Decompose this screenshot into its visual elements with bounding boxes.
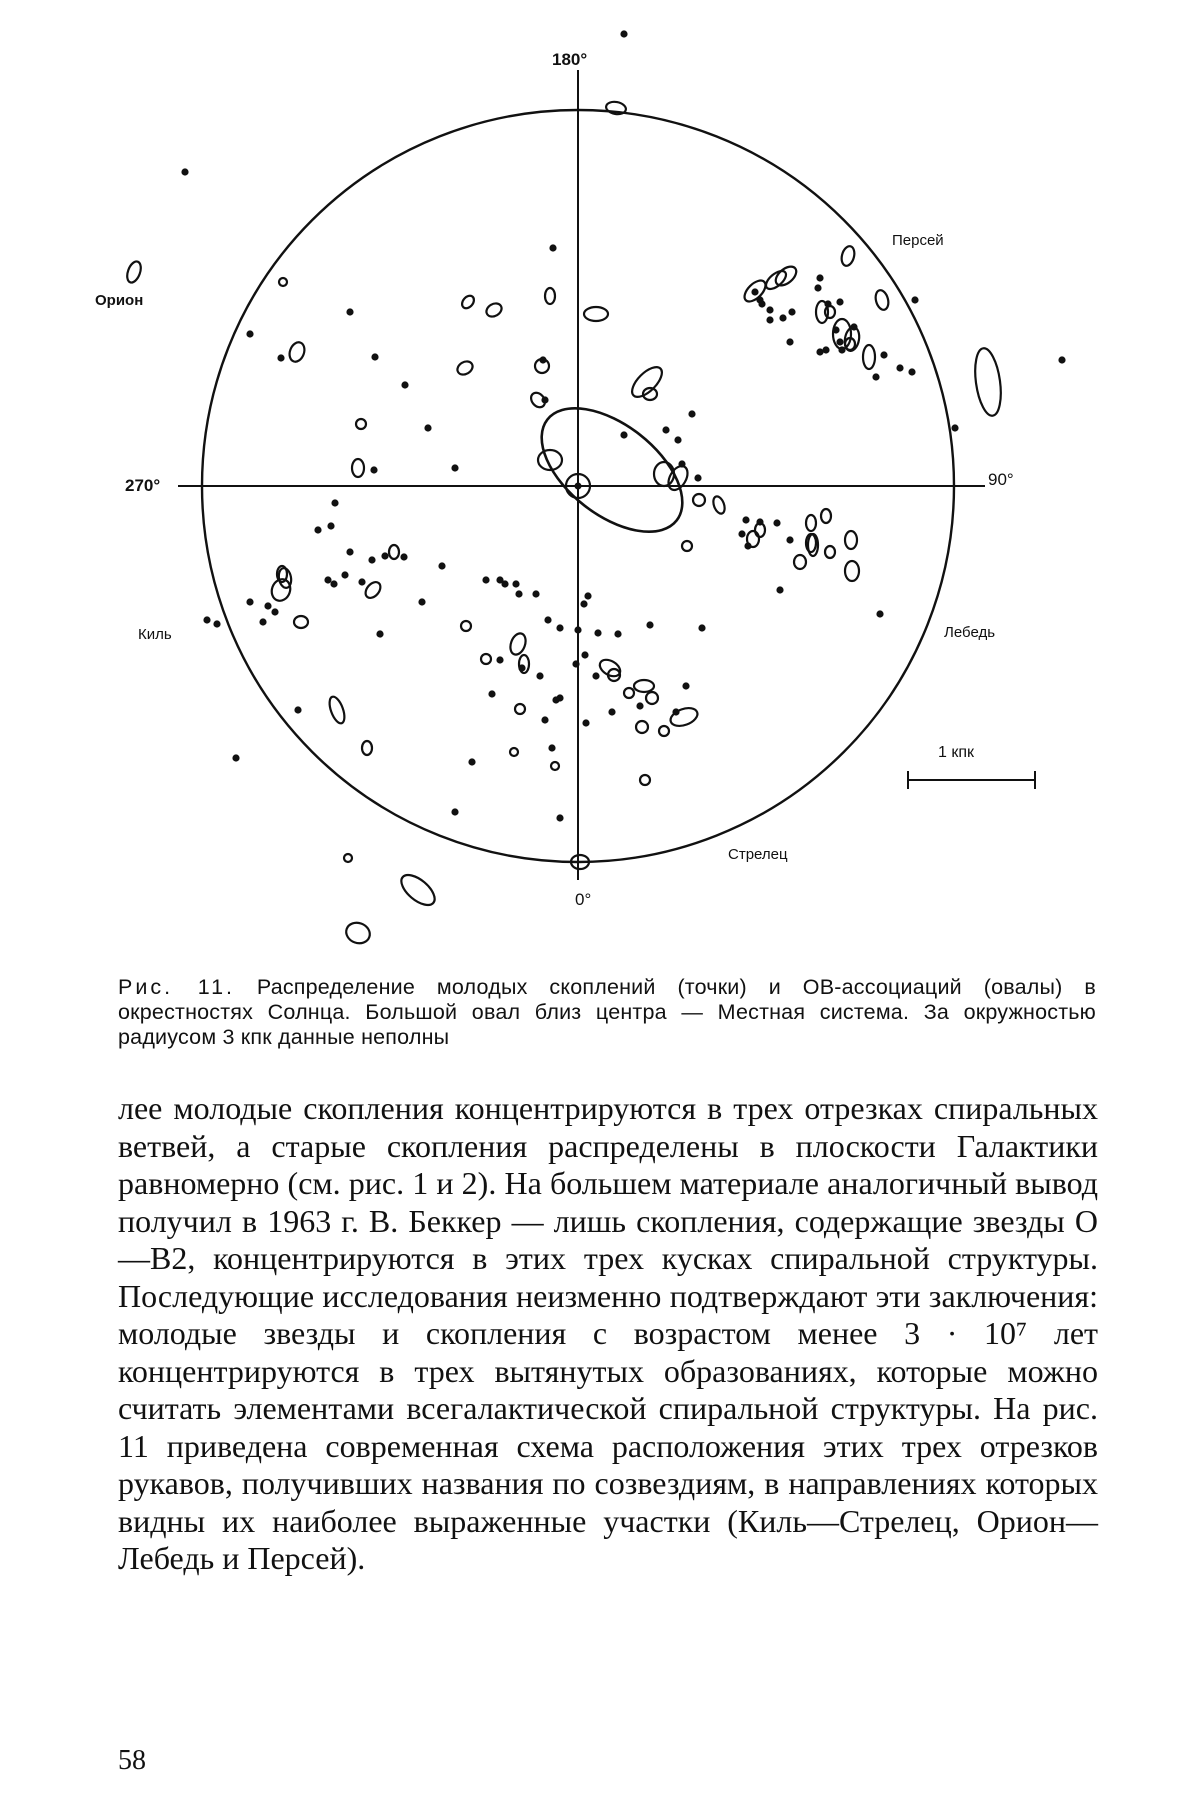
body-paragraph: лее молодые скопления концентрируются в трех отрезках спиральных ветвей, а старые скопления распределены в плоскости Галактики равномерно (см. рис. 1 и 2). На большем материале аналогичный вывод получил в 1963 г. В. Беккер — лишь скопления, содержащие звезды О—В2, концентрируются в этих трех кусках спиральной структуры. Последующие исследования неизменно подтверждают эти заключения: молодые звезды и скопления с возрастом менее 3 · 10⁷ лет концентрируются в трех вытянутых образованиях, которые можно считать элементами всегалактической спиральной структуры. На рис. 11 приведена современная схема расположения этих трех отрезков рукавов, получивших названия по созвездиям, в направлениях которых видны их наиболее выраженные участки (Киль—Стрелец, Орион—Лебедь и Персей). <box>118 1090 1098 1576</box>
cluster-dot <box>515 590 522 597</box>
cluster-dot <box>738 530 745 537</box>
ob-association-oval <box>510 748 518 756</box>
ob-association-oval <box>344 854 352 862</box>
cluster-dot <box>203 616 210 623</box>
cluster-dot <box>451 464 458 471</box>
ob-association-oval <box>269 577 293 604</box>
cluster-dot <box>951 424 958 431</box>
cluster-dot <box>324 576 331 583</box>
cluster-dot <box>181 168 188 175</box>
cluster-dot <box>876 610 883 617</box>
cluster-dot <box>264 602 271 609</box>
cluster-dot <box>418 598 425 605</box>
ob-association-oval <box>636 721 648 733</box>
cluster-dot <box>608 708 615 715</box>
cluster-dot <box>1058 356 1065 363</box>
cluster-dot <box>766 306 773 313</box>
ob-association-oval <box>125 260 144 285</box>
ob-association-oval <box>794 555 806 569</box>
arm-label-sagittarius: Стрелец <box>728 846 788 863</box>
cluster-dot <box>331 499 338 506</box>
cluster-dot <box>346 308 353 315</box>
page-number: 58 <box>118 1745 146 1776</box>
cluster-dot <box>646 621 653 628</box>
arm-label-cygnus: Лебедь <box>944 624 996 641</box>
ob-association-oval <box>460 293 477 310</box>
cluster-dot <box>541 716 548 723</box>
cluster-dot <box>346 548 353 555</box>
cluster-dot <box>836 298 843 305</box>
ob-association-oval <box>624 688 634 698</box>
cluster-dot <box>330 580 337 587</box>
cluster-dot <box>401 381 408 388</box>
cluster-dot <box>468 758 475 765</box>
cluster-dot <box>836 338 843 345</box>
ob-association-oval <box>508 631 529 656</box>
ob-association-oval <box>874 289 891 311</box>
cluster-dot <box>277 354 284 361</box>
arm-label-orion: Орион <box>95 292 144 309</box>
cluster-dot <box>536 672 543 679</box>
cluster-dot <box>482 576 489 583</box>
cluster-dot <box>698 624 705 631</box>
cluster-dot <box>294 706 301 713</box>
cluster-dot <box>314 526 321 533</box>
cluster-dot <box>370 466 377 473</box>
cluster-dot <box>742 516 749 523</box>
ob-association-oval <box>816 301 828 323</box>
cluster-dot <box>880 351 887 358</box>
cluster-dot <box>773 519 780 526</box>
ob-association-oval <box>528 390 547 410</box>
cluster-dot <box>636 702 643 709</box>
arm-label-perseus: Персей <box>892 232 944 249</box>
ob-association-oval <box>481 654 491 664</box>
cluster-dot <box>341 571 348 578</box>
cluster-dot <box>552 696 559 703</box>
ob-association-oval <box>806 515 816 531</box>
ob-association-oval <box>646 692 658 704</box>
cluster-dot <box>548 744 555 751</box>
cluster-dot <box>488 690 495 697</box>
scale-bar-label: 1 кпк <box>938 744 975 761</box>
angle-label-270: 270° <box>125 476 161 495</box>
ob-association-oval <box>343 919 372 946</box>
ob-association-oval <box>605 100 627 115</box>
ob-association-oval <box>665 463 692 494</box>
cluster-dot <box>620 30 627 37</box>
cluster-dot <box>872 373 879 380</box>
cluster-dot <box>532 590 539 597</box>
angle-label-0: 0° <box>575 890 592 909</box>
cluster-dot <box>512 580 519 587</box>
ob-association-oval <box>668 705 700 730</box>
ob-association-oval <box>363 579 384 601</box>
angle-label-180: 180° <box>552 50 588 69</box>
cluster-dot <box>580 600 587 607</box>
ob-association-oval <box>821 509 831 523</box>
cluster-dot <box>786 536 793 543</box>
cluster-dot <box>911 296 918 303</box>
ob-association-oval <box>840 245 857 267</box>
cluster-dot <box>682 682 689 689</box>
ob-association-oval <box>627 362 667 402</box>
cluster-dot <box>556 624 563 631</box>
cluster-dot <box>438 562 445 569</box>
cluster-dot <box>549 244 556 251</box>
cluster-dot <box>572 660 579 667</box>
cluster-dot <box>788 308 795 315</box>
figure-caption <box>118 975 1096 1050</box>
cluster-dot <box>776 586 783 593</box>
ob-association-oval <box>659 726 669 736</box>
sun-marker-dot <box>575 483 582 490</box>
cluster-dot <box>594 629 601 636</box>
cluster-dot <box>908 368 915 375</box>
ob-association-oval <box>484 301 504 319</box>
cluster-dot <box>751 288 758 295</box>
ob-association-oval <box>287 340 307 364</box>
ob-association-oval <box>693 494 705 506</box>
cluster-dot <box>582 719 589 726</box>
ob-association-oval <box>327 695 348 725</box>
cluster-dot <box>376 630 383 637</box>
cluster-dot <box>620 431 627 438</box>
ob-association-oval <box>279 278 287 286</box>
cluster-dot <box>814 284 821 291</box>
arm-label-carina: Киль <box>138 626 172 643</box>
cluster-dot <box>614 630 621 637</box>
cluster-dot <box>896 364 903 371</box>
cluster-dot <box>822 346 829 353</box>
ob-association-oval <box>515 704 525 714</box>
cluster-dot <box>400 553 407 560</box>
ob-association-oval <box>747 531 759 547</box>
cluster-dot <box>544 616 551 623</box>
cluster-dot <box>451 808 458 815</box>
cluster-dot <box>381 552 388 559</box>
ob-association-oval <box>461 621 471 631</box>
caption-text: Распределение молодых скоплений (точки) и ОВ-ассоциаций (овалы) в окрестностях Солнца. Большой овал близ центра — Местная система. За окружностью радиусом 3 кпк данные неполны <box>118 975 1096 1049</box>
cluster-dot <box>662 426 669 433</box>
cluster-dot <box>688 410 695 417</box>
angle-label-90: 90° <box>988 470 1014 489</box>
ob-association-oval <box>825 306 835 318</box>
ob-association-oval <box>455 359 475 377</box>
cluster-dot <box>232 754 239 761</box>
ob-association-oval <box>682 541 692 551</box>
cluster-dot <box>581 651 588 658</box>
cluster-dot <box>694 474 701 481</box>
ob-association-oval <box>356 419 366 429</box>
ob-association-oval <box>845 561 859 581</box>
ob-association-oval <box>640 775 650 785</box>
ob-association-oval <box>863 345 875 369</box>
cluster-dot <box>271 608 278 615</box>
ob-association-oval <box>971 347 1004 418</box>
cluster-dot <box>496 656 503 663</box>
cluster-dot <box>371 353 378 360</box>
cluster-dot <box>816 274 823 281</box>
cluster-dot <box>501 580 508 587</box>
ob-association-oval <box>545 288 555 304</box>
cluster-dot <box>779 314 786 321</box>
ob-association-oval <box>294 616 308 628</box>
ob-association-oval <box>352 459 364 477</box>
ob-association-oval <box>825 546 835 558</box>
ob-association-oval <box>551 762 559 770</box>
cluster-dot <box>246 330 253 337</box>
cluster-dot <box>574 626 581 633</box>
caption-figure-number: Рис. 11. <box>118 975 236 999</box>
cluster-dot <box>674 436 681 443</box>
ob-association-oval <box>389 545 399 559</box>
cluster-dot <box>259 618 266 625</box>
ob-association-oval <box>584 307 608 321</box>
cluster-dot <box>358 578 365 585</box>
cluster-dot <box>786 338 793 345</box>
cluster-dot <box>766 316 773 323</box>
cluster-dot <box>246 598 253 605</box>
cluster-dot <box>758 300 765 307</box>
ob-association-oval <box>845 531 857 549</box>
cluster-dot <box>213 620 220 627</box>
ob-association-oval <box>634 680 654 692</box>
cluster-dot <box>424 424 431 431</box>
ob-association-oval <box>711 495 727 515</box>
cluster-dot <box>592 672 599 679</box>
ob-association-oval <box>362 741 372 755</box>
ob-association-oval <box>396 869 439 910</box>
cluster-dot <box>584 592 591 599</box>
cluster-dot <box>368 556 375 563</box>
cluster-dot <box>327 522 334 529</box>
cluster-dot <box>556 814 563 821</box>
